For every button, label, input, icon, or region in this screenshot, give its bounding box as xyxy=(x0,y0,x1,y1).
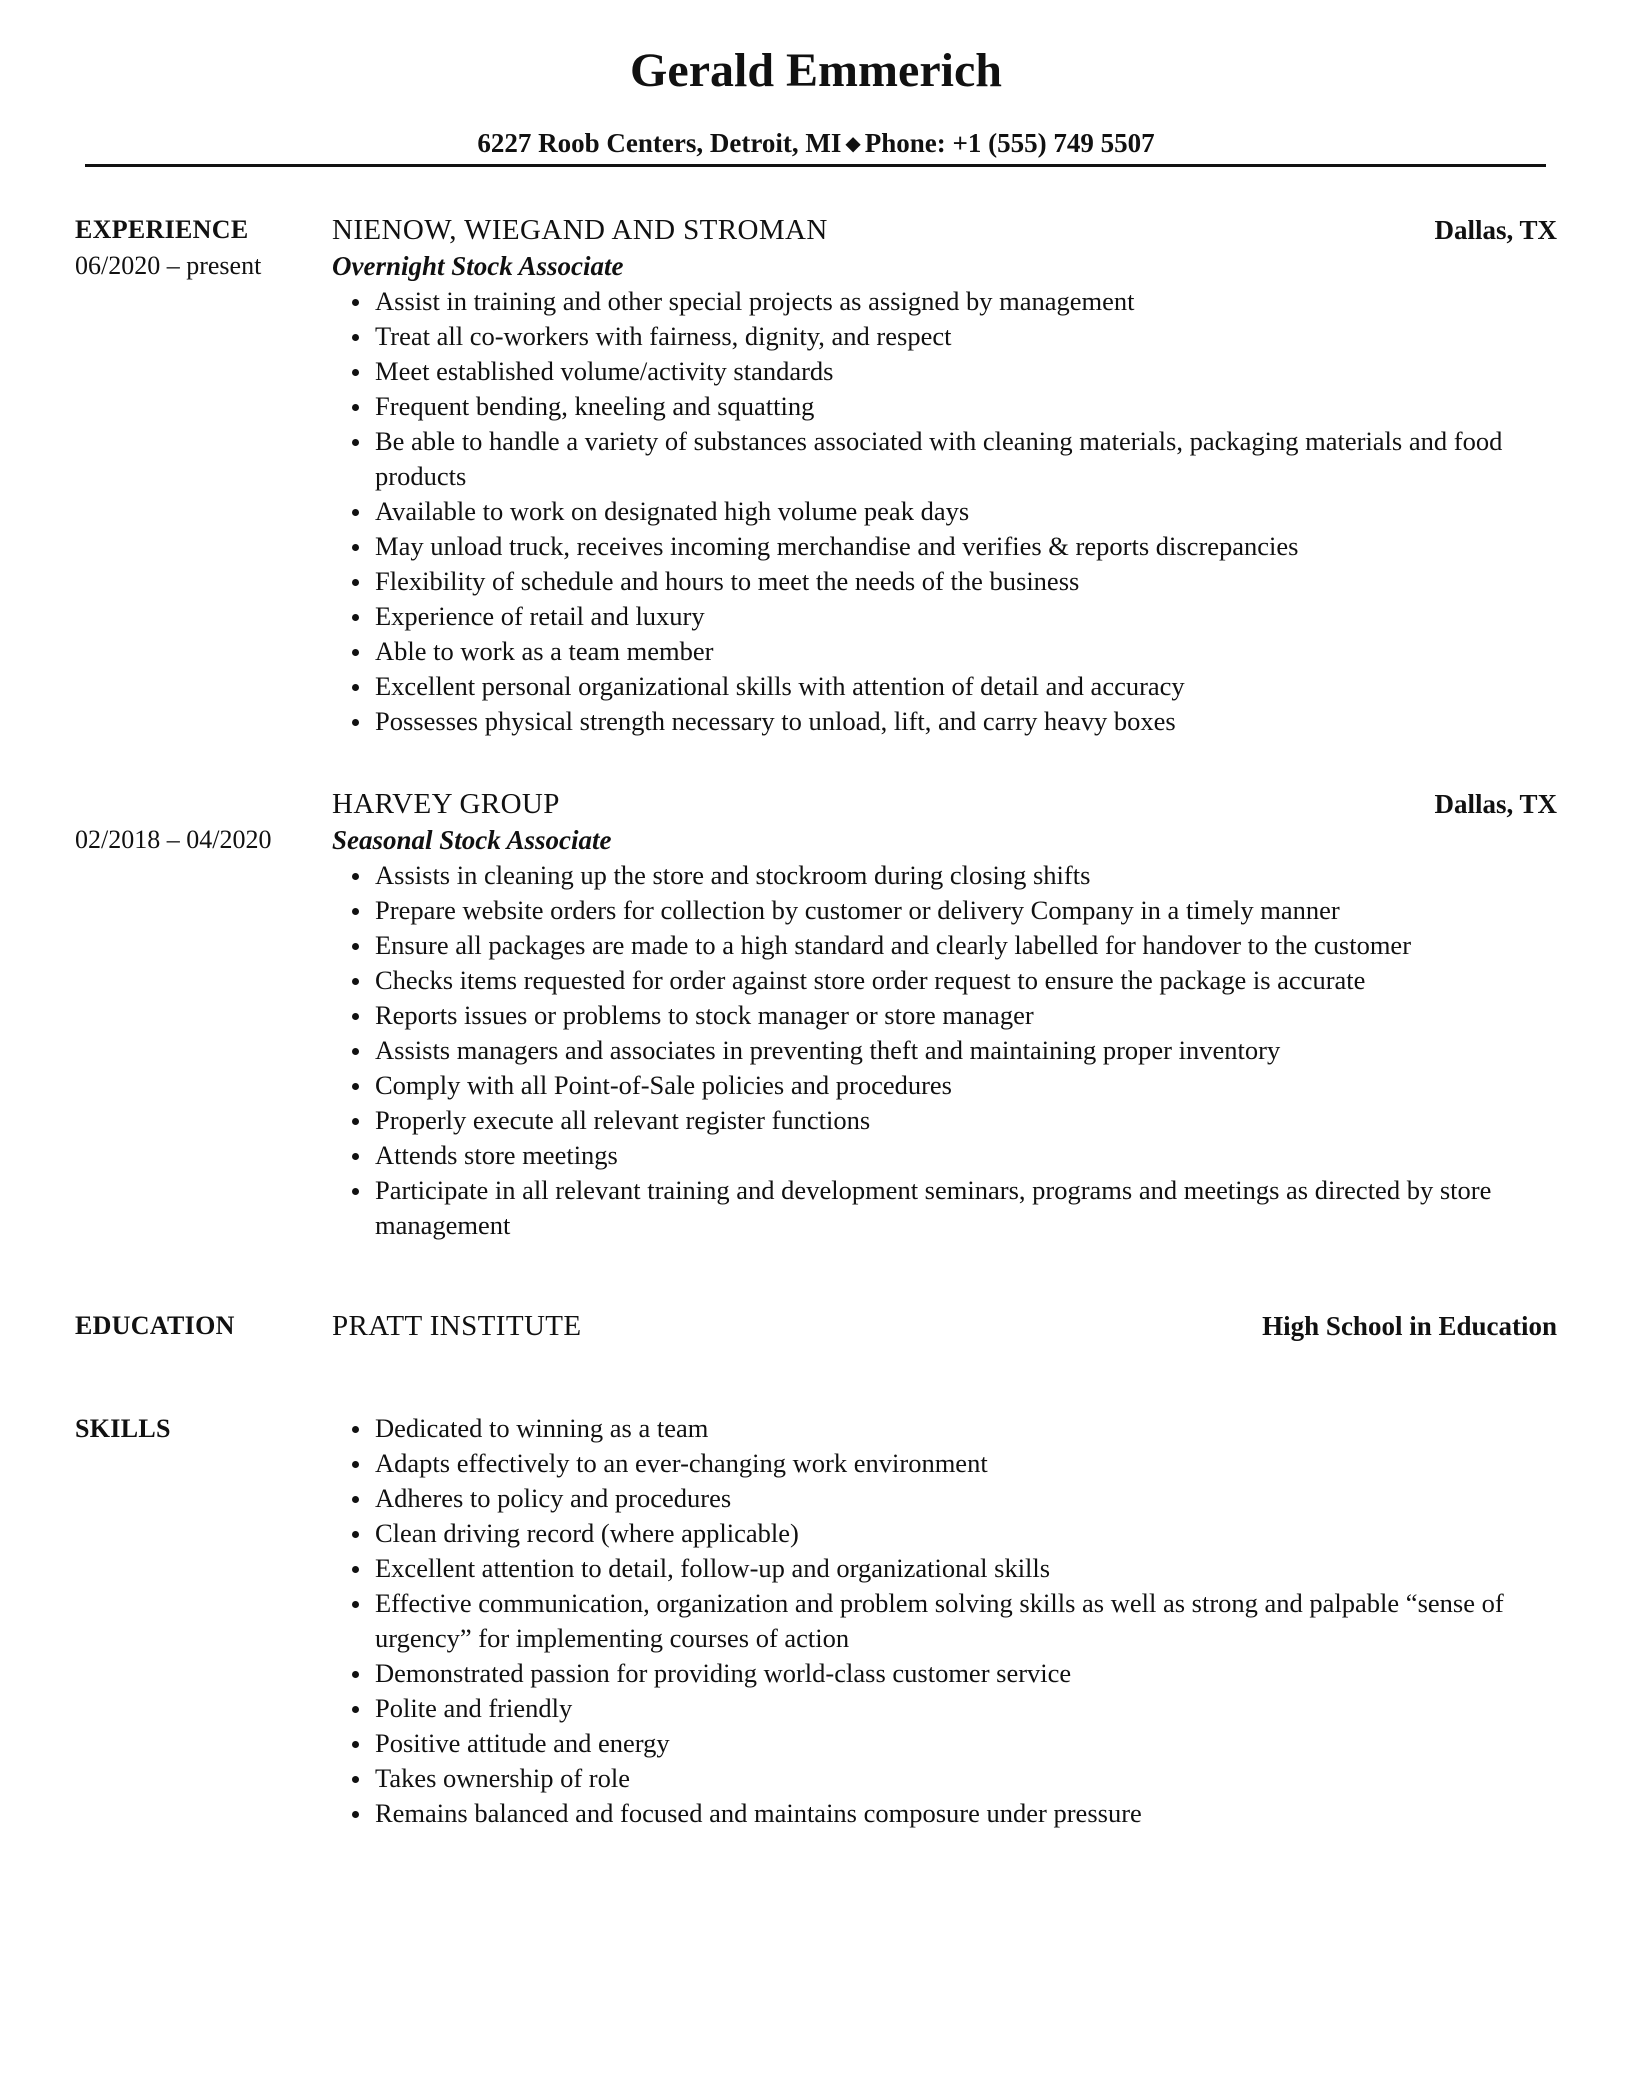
bullet-icon xyxy=(352,1741,359,1748)
job-title: Overnight Stock Associate xyxy=(332,251,624,281)
bullet-icon xyxy=(352,1048,359,1055)
bullet-icon xyxy=(352,1426,359,1433)
bullet-icon xyxy=(352,369,359,376)
job-entry xyxy=(332,212,1557,739)
bullet-icon xyxy=(352,649,359,656)
bullet-icon xyxy=(352,1566,359,1573)
list-item: Participate in all relevant training and development seminars, programs and meetings as directed by store management xyxy=(332,1173,1557,1243)
degree: High School in Education xyxy=(1262,1311,1557,1341)
list-item: Takes ownership of role xyxy=(332,1761,1557,1796)
list-item: May unload truck, receives incoming merchandise and verifies & reports discrepancies xyxy=(332,529,1557,564)
bullet-icon xyxy=(352,1188,359,1195)
list-item: Adapts effectively to an ever-changing work environment xyxy=(332,1446,1557,1481)
list-item: Possesses physical strength necessary to unload, lift, and carry heavy boxes xyxy=(332,704,1557,739)
list-item: Dedicated to winning as a team xyxy=(332,1411,1557,1446)
job-title: Seasonal Stock Associate xyxy=(332,825,612,855)
job-location: Dallas, TX xyxy=(1434,789,1557,819)
list-item: Remains balanced and focused and maintains composure under pressure xyxy=(332,1796,1557,1831)
list-item: Treat all co-workers with fairness, dignity, and respect xyxy=(332,319,1557,354)
contact-line xyxy=(0,124,1632,163)
list-item: Able to work as a team member xyxy=(332,634,1557,669)
bullet-icon xyxy=(352,1461,359,1468)
bullet-icon xyxy=(352,1496,359,1503)
bullet-icon xyxy=(352,1153,359,1160)
list-item: Meet established volume/activity standards xyxy=(332,354,1557,389)
list-item: Comply with all Point-of-Sale policies and procedures xyxy=(332,1068,1557,1103)
list-item: Flexibility of schedule and hours to meet the needs of the business xyxy=(332,564,1557,599)
job-header xyxy=(332,786,1557,822)
list-item: Assist in training and other special projects as assigned by management xyxy=(332,284,1557,319)
job-dates: 02/2018 – 04/2020 xyxy=(75,825,272,854)
bullet-icon xyxy=(352,1118,359,1125)
phone: Phone: +1 (555) 749 5507 xyxy=(864,128,1155,158)
bullet-icon xyxy=(352,299,359,306)
bullet-icon xyxy=(352,873,359,880)
list-item: Positive attitude and energy xyxy=(332,1726,1557,1761)
candidate-name: Gerald Emmerich xyxy=(630,44,1002,97)
bullet-icon xyxy=(352,1013,359,1020)
bullet-icon xyxy=(352,334,359,341)
section-label-education: EDUCATION xyxy=(75,1311,235,1340)
job-location: Dallas, TX xyxy=(1434,215,1557,245)
list-item: Prepare website orders for collection by customer or delivery Company in a timely manner xyxy=(332,893,1557,928)
bullet-icon xyxy=(352,719,359,726)
list-item: Reports issues or problems to stock manager or store manager xyxy=(332,998,1557,1033)
bullet-icon xyxy=(352,978,359,985)
bullet-icon xyxy=(352,1706,359,1713)
company-name: HARVEY GROUP xyxy=(332,788,560,820)
list-item: Be able to handle a variety of substances associated with cleaning materials, packaging materials and food products xyxy=(332,424,1557,494)
skills-list xyxy=(332,1411,1557,1831)
list-item: Ensure all packages are made to a high standard and clearly labelled for handover to the customer xyxy=(332,928,1557,963)
section-label-experience: EXPERIENCE xyxy=(75,215,249,244)
school-name: PRATT INSTITUTE xyxy=(332,1310,582,1342)
bullet-icon xyxy=(352,439,359,446)
job-header xyxy=(332,212,1557,248)
list-item: Experience of retail and luxury xyxy=(332,599,1557,634)
list-item: Assists in cleaning up the store and stockroom during closing shifts xyxy=(332,858,1557,893)
skills-entry xyxy=(332,1411,1557,1831)
bullet-icon xyxy=(352,1083,359,1090)
header-divider xyxy=(85,164,1546,167)
list-item: Effective communication, organization and problem solving skills as well as strong and palpable “sense of urgency” for implementing courses of action xyxy=(332,1586,1557,1656)
education-entry xyxy=(332,1308,1557,1344)
bullet-icon xyxy=(352,544,359,551)
address: 6227 Roob Centers, Detroit, MI xyxy=(477,128,842,158)
list-item: Checks items requested for order against store order request to ensure the package is accurate xyxy=(332,963,1557,998)
bullet-icon xyxy=(352,1776,359,1783)
bullet-icon xyxy=(352,614,359,621)
bullet-icon xyxy=(352,404,359,411)
bullet-icon xyxy=(352,509,359,516)
list-item: Assists managers and associates in preventing theft and maintaining proper inventory xyxy=(332,1033,1557,1068)
list-item: Available to work on designated high volume peak days xyxy=(332,494,1557,529)
section-label-skills: SKILLS xyxy=(75,1414,171,1443)
bullet-icon xyxy=(352,1811,359,1818)
job-duties xyxy=(332,284,1557,739)
job-duties xyxy=(332,858,1557,1243)
list-item: Excellent attention to detail, follow-up and organizational skills xyxy=(332,1551,1557,1586)
education-header xyxy=(332,1308,1557,1344)
bullet-icon xyxy=(352,908,359,915)
list-item: Polite and friendly xyxy=(332,1691,1557,1726)
list-item: Adheres to policy and procedures xyxy=(332,1481,1557,1516)
bullet-icon xyxy=(352,943,359,950)
list-item: Excellent personal organizational skills with attention of detail and accuracy xyxy=(332,669,1557,704)
bullet-icon xyxy=(352,1531,359,1538)
list-item: Clean driving record (where applicable) xyxy=(332,1516,1557,1551)
diamond-separator-icon: ◆ xyxy=(845,133,861,155)
bullet-icon xyxy=(352,1671,359,1678)
bullet-icon xyxy=(352,684,359,691)
company-name: NIENOW, WIEGAND AND STROMAN xyxy=(332,214,828,246)
job-dates: 06/2020 – present xyxy=(75,251,262,280)
bullet-icon xyxy=(352,1601,359,1608)
list-item: Frequent bending, kneeling and squatting xyxy=(332,389,1557,424)
list-item: Attends store meetings xyxy=(332,1138,1557,1173)
list-item: Properly execute all relevant register functions xyxy=(332,1103,1557,1138)
job-entry xyxy=(332,786,1557,1243)
bullet-icon xyxy=(352,579,359,586)
list-item: Demonstrated passion for providing world-class customer service xyxy=(332,1656,1557,1691)
